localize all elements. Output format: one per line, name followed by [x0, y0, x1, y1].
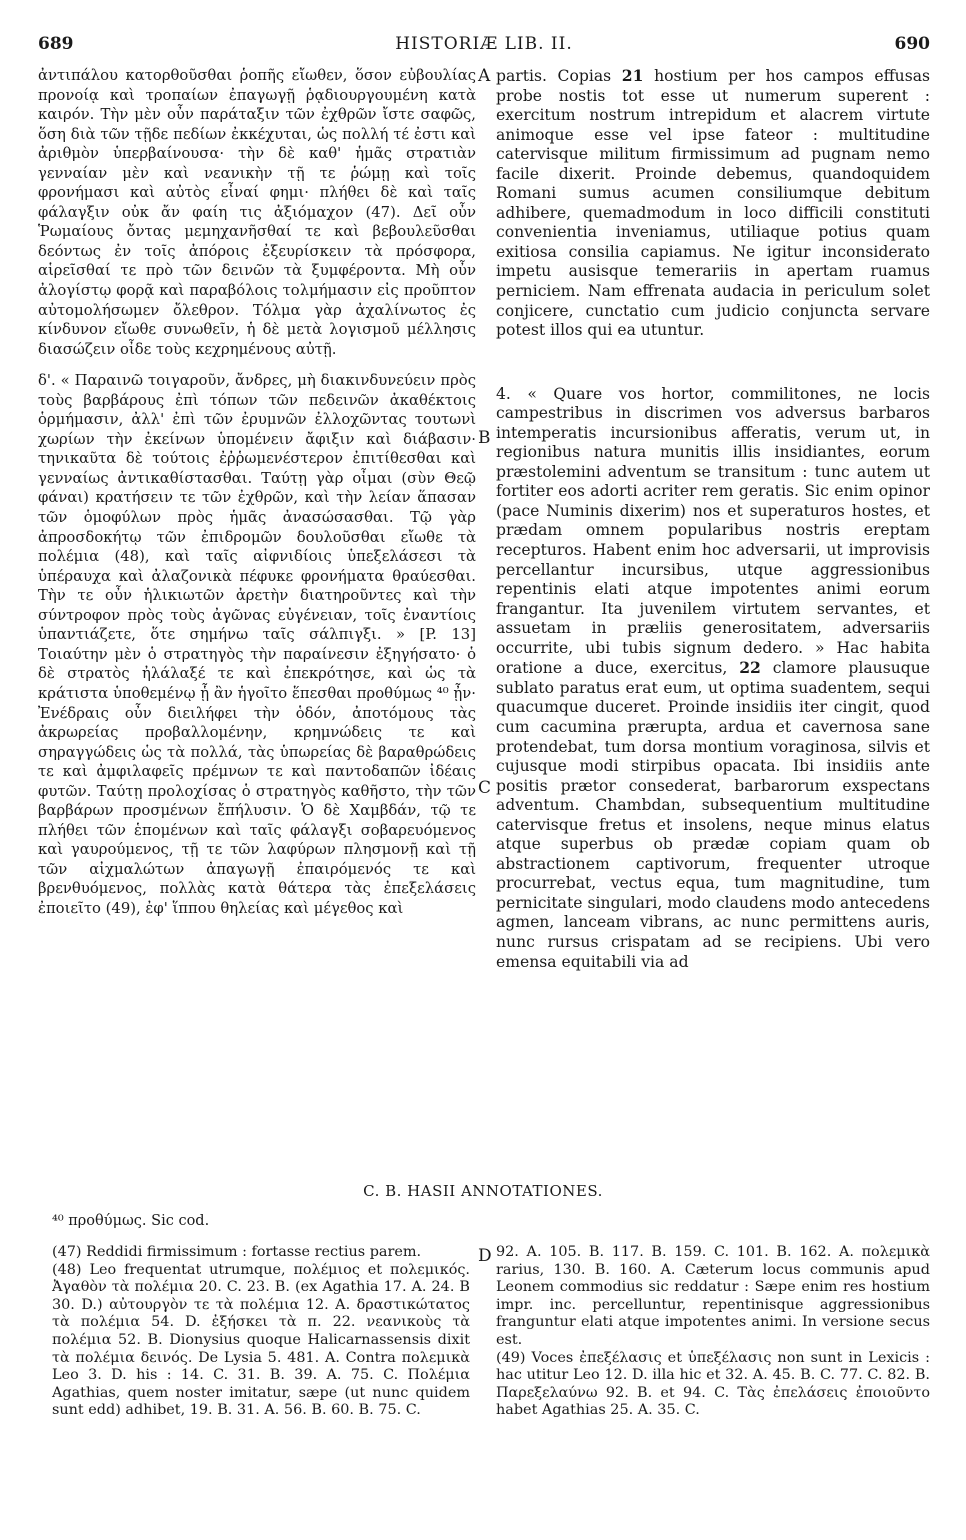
marker-22: 22: [739, 658, 761, 678]
note-48-continued: 92. A. 105. B. 117. B. 159. C. 101. B. 162. A. πολεμικὰ rarius, 130. B. 160. A. Cæterum locus communis apud Leonem commodius sic reddatur : Sæpe enim res hostium impr. inc. percelluntur, repentinisque aggressionibus franguntur elati atque impotentes animi. In versione secus est.: [496, 1244, 930, 1348]
latin-paragraph-2: 4. « Quare vos hortor, commilitones, ne locis campestribus in discrimen vos adversus barbaros intemperatis incursionibus afferatis, verum ut, in regionibus natura munitis illis insidiantes, eorum præstolemini adventum se transitum : tunc autem ut fortiter eos adorti acriter rem geratis. Sic enim opinor (pace Numinis dixerim) nos et superaturos hostes, et prædam omnem popularibus nostris ereptam recepturos. Habent enim hoc adversarii, ut improvisis percellantur incursibus, utque aggressionibus repentinis elati atque impotentes animi eorum frangantur. Ita juvenilem virtutem servantes, et assuetam in præliis generositatem, adversariis occurrite, ubi tubis signum dedero. » Hac habita oratione a duce, exercitus, 22 clamore plausuque sublato paratus erat eum, ut optima suadentem, sequi quacumque duceret. Proinde insidiis iter cingit, quod cum cacumina prærupta, ardua et cavernosa sane protendebat, tum dorsa montium voraginosa, silvis et cujusque modi stirpibus opacata. Ibi insidiis ante positis prætor consederat, barbarorum exspectans adventum. Chambdan, subsequentium multitudine catervisque fretus et insolens, neque minus elatus atque superbus ob prædæ copiam quam ob abstractionem captivorum, frequenter utroque procurrebat, vectus equa, tum magnitudine, tum pernicitate singulari, modo claudens modo antecedens agmen, lanceam vibrans, ac nunc permittens auris, nunc rursus crispatam ad se recipiens. Ubi vero emensa equitabili via ad: [496, 384, 930, 971]
margin-letter-a: A: [478, 66, 491, 86]
annotations-title: C. B. HASII ANNOTATIONES.: [363, 1182, 603, 1200]
margin-letter-d: D: [478, 1246, 492, 1266]
latin-column: [496, 66, 930, 972]
note-48: (48) Leo frequentat utrumque, πολέμιος et πολεμικός. Ἀγαθὸν τὰ πολέμια 20. C. 23. B. (ex Agathia 17. A. 24. B 30. D.) αὐτουργὸν τε τὰ πολέμια 12. A. δραστικώτατος τὰ πολέμια 54. D. ἐξήσκει τὰ π. 22. νεανικοὺς τὰ πολέμια 52. B. Dionysius quoque Halicarnassensis dixit τὰ πολέμια δεινός. De Lysia 5. 481. A. Contra πολεμικὰ Leo 3. D. his : 14. C. 31. B. 39. A. 75. C. Πολέμια Agathias, quem noster imitatur, sæpe (ut nunc quidem sunt edd) adhibet, 19. B. 31. A. 56. B. 60. B. 75. C.: [52, 1261, 470, 1419]
margin-letter-c: C: [478, 778, 492, 798]
annotations-left-column: [52, 1244, 470, 1420]
marker-21: 21: [621, 66, 644, 85]
page-header: [38, 34, 930, 60]
greek-paragraph-2: δ'. « Παραινῶ τοιγαροῦν, ἄνδρες, μὴ διακινδυνεύειν πρὸς τοὺς βαρβάρους ἐπὶ τόπων τῶν πεδεινῶν ἀκαθέκτοις ὁρμήμασιν, ἀλλ' ἐπὶ τῶν ἐρυμνῶν ἐλλοχῶντας τουτωνὶ χωρίων τὴν ἐκείνων ὑπομένειν ἄφιξιν καὶ διάβασιν· τηνικαῦτα δὲ τούτοις ἐῤῥωμενέστερον ἐπιτίθεσθαι καὶ γενναίως ἀντικαθίστασθαι. Ταύτῃ γὰρ οἶμαι (σὺν Θεῷ φάναι) κρατήσειν τε τῶν ἐχθρῶν, καὶ τὴν λείαν ἅπασαν τῶν ὁμοφύλων πρὸς ἡμᾶς ἀνασώσασθαι. Τῷ γὰρ ἀπροσδοκήτῳ τῶν ἐπιδρομῶν δουλοῦσθαι εἴωθε τὰ πολέμια (48), καὶ ταῖς αἰφνιδίοις ὑπεξελάσεσι τὰ ὑπέραυχα καὶ ἀλαζονικὰ πέφυκε φρονήματα θραύεσθαι. Τὴν τε οὖν ἡλικιωτῶν ἀρετὴν διατηροῦντες καὶ τὴν σύντροφον πρὸς τοὺς ἀγῶνας εὐγένειαν, τοῖς ἐναντίοις ὑπαντιάζετε, ὅτε σημήνω ταῖς σάλπιγξι. » [P. 13] Τοιαύτην μὲν ὁ στρατηγὸς τὴν παραίνεσιν ἐξηγήσατο· ὁ δὲ στρατὸς ἠλάλαξέ τε καὶ ἐπεκρότησε, καὶ ὡς τὰ κράτιστα ὑποθεμένῳ ᾗ ἂν ἡγοῖτο ἕπεσθαι προθύμως ⁴⁰ ᾖν· Ἐνέδραις οὖν διειλήφει τὴν ὁδόν, ἀποτόμους τὰς ἀκρωρείας προβαλλομένην, κρημνώδεις τε καὶ σηραγγώδεις ὡς τὰ πολλά, τὰς ὑπωρείας δὲ βαραθρώδεις τε καὶ ἀμφιλαφεῖς πρέμνων τε καὶ παντοδαπῶν ἰδέαις φυτῶν. Ταύτῃ προλοχίσας ὁ στρατηγὸς καθῆστο, τὴν τῶν βαρβάρων προσμένων ἔπήλυσιν. Ὁ δὲ Χαμβδάν, τῷ τε πλήθει τῶν ἑπομένων καὶ ταῖς φάλαγξι σοβαρευόμενος καὶ γαυρούμενος, τῇ τε τῶν λαφύρων πλησμονῇ καὶ τῇ τῶν αἰχμαλώτων ἀπαγωγῇ ἐπαιρόμενός τε καὶ βρενθυόμενος, πολλὰς κατὰ θάτερα τὰς ἐπεξελάσεις ἐποιεῖτο (49), ἐφ' ἵππου θηλείας καὶ μέγεθος καὶ: [38, 372, 476, 917]
page-number-right: 690: [894, 34, 930, 54]
note-49: (49) Voces ἐπεξέλασις et ὑπεξέλασις non sunt in Lexicis : hac utitur Leo 12. D. illa hic et 32. A. 45. B. C. 77. C. 82. B. Παρεξελαύνω 92. B. et 94. C. Τὰς ἐπελάσεις ἐποιοῦντο habet Agathias 25. A. 35. C.: [496, 1349, 930, 1419]
annotations-right-column: [496, 1244, 930, 1420]
greek-column: [38, 66, 476, 919]
footnote-40: ⁴⁰ προθύμως. Sic cod.: [52, 1213, 210, 1229]
latin-paragraph-1: partis. Copias 21 hostium per hos campos effusas probe nostis tot esse ut numerum superent : exercitum nostrum intrepidum et alacrem virtute animoque esse vel ipse fateor : multitudine catervisque militum firmissimum ad pugnam nemo facile dixerit. Proinde debemus, quandoquidem Romani sumus acumen consiliumque debitum adhibere, quemadmodum in loco difficili constituti convenientia inveniamus, utiliaque potius quam exitiosa consilia capiamus. Ne igitur inconsiderato impetu ausisque temerariis in apertam ruamus perniciem. Nam effrenata audacia in periculum solet conjicere, cunctatio cum judicio conjuncta servare potest illos qui ea utuntur.: [496, 66, 930, 340]
page-number-left: 689: [38, 34, 74, 54]
margin-letter-b: B: [478, 428, 491, 448]
note-47: (47) Reddidi firmissimum : fortasse rectius parem.: [52, 1244, 422, 1260]
running-title: HISTORIÆ LIB. II.: [395, 34, 573, 54]
greek-paragraph-1: ἀντιπάλου κατορθοῦσθαι ῥοπῆς εἴωθεν, ὅσον εὐβουλίας προνοίᾳ καὶ τροπαίων ἐπαγωγῇ ῥᾳδιουργουμένη κατὰ καιρόν. Τὴν μὲν οὖν παράταξιν τῶν ἐχθρῶν ἴστε σαφῶς, ὅση διὰ τῶν τῇδε πεδίων ἐκκέχυται, ὡς πολλή τέ ἐστι καὶ ἀριθμὸν ὑπερβαίνουσα· τὴν δὲ καθ' ἡμᾶς στρατιὰν γενναίαν μὲν καὶ νεανικὴν τῇ τε ῥώμῃ καὶ τοῖς φρονήμασι καὶ αὐτὸς εἶναί φημι· πλήθει δὲ καὶ ταῖς φάλαγξιν οὐκ ἄν φαίη τις ἀξιόμαχον (47). Δεῖ οὖν Ῥωμαίους ὄντας μεμηχανῆσθαί τε καὶ βεβουλεῦσθαι δεόντως ἐν τοῖς ἀπόροις ἐξευρίσκειν τὰ πρόσφορα, αἱρεῖσθαί τε πρὸ τῶν δεινῶν τὰ ξυμφέροντα. Μὴ οὖν ἀλογίστῳ φορᾷ καὶ παραβόλοις τολμήμασιν εἰς προῦπτον αὐτομολήσωμεν ὄλεθρον. Τόλμα γὰρ ἀχαλίνωτος ἐς κίνδυνον εἴωθε συνωθεῖν, ἡ δὲ μετὰ λογισμοῦ μέλλησις διασώζειν οἶδε τοὺς κεχρημένους αὐτῇ.: [38, 67, 476, 358]
